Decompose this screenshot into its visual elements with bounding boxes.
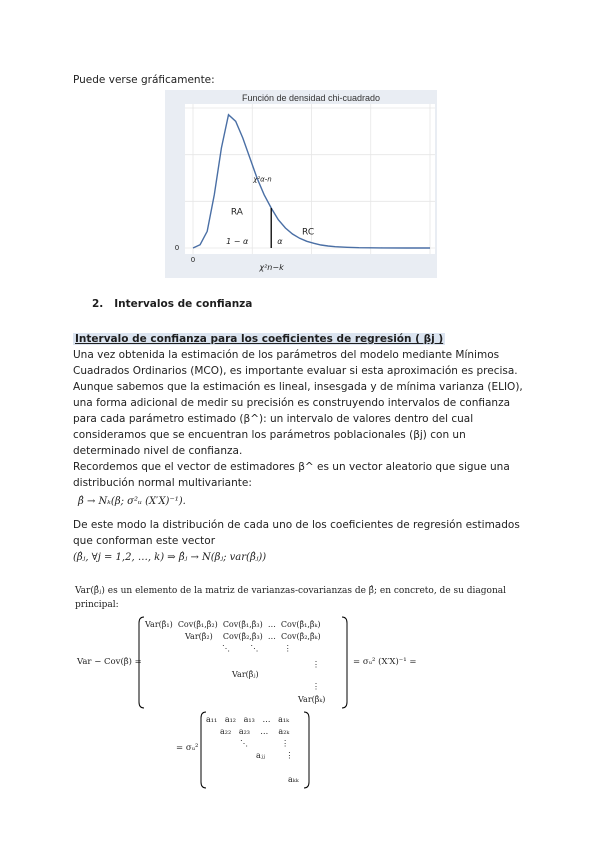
matrix1-row-7: Var(β̂ₖ) — [298, 695, 326, 704]
matrix1-row-4: ⋮ — [312, 660, 320, 669]
paragraph-2: Recordemos que el vector de estimadores β^ es un vector aleatorio que sigue una distribución normal multivariante: — [73, 461, 510, 489]
x-tick-0: 0 — [190, 256, 196, 264]
left-prob-label: 1 − α — [226, 237, 249, 246]
chart-title: Función de densidad chi-cuadrado — [241, 93, 381, 103]
matrix1-row-5: Var(β̂ⱼ) — [232, 670, 259, 679]
rc-label: RC — [302, 227, 315, 238]
y-tick-0: 0 — [174, 244, 180, 252]
matrix2-row-1: a₁₁ a₁₂ a₁₃ … a₁ₖ — [206, 715, 290, 724]
x-axis-label: χ²n−k — [259, 263, 284, 272]
matrix1-row-1: Var(β̂₁) Cov(β̂₁,β̂₂) Cov(β̂₁,β̂₃) … Cov(β̂₁,β̂ₖ) — [145, 620, 321, 629]
intro-text: Puede verse gráficamente: — [73, 74, 215, 86]
matrix1-lhs: Var − Cov(β̂) = — [77, 657, 142, 667]
paragraph-1: Una vez obtenida la estimación de los parámetros del modelo mediante Mínimos Cuadrados Ordinarios (MCO), es importante evaluar si esta aproximación es precisa. Aunque sabemos que la estimación es lineal, insesgada y de mínima varianza (ELIO), una forma adicional de medir su precisión es construyendo intervalos de confianza para cada parámetro estimado (β^): un intervalo de valores dentro del cual consideramos que se encuentran los parámetros poblacionales (βj) con un determinado nivel de confianza. — [73, 349, 523, 457]
section-title: Intervalos de confianza — [114, 298, 253, 310]
subsection-title: Intervalo de confianza para los coeficientes de regresión ( βj ) — [75, 333, 444, 345]
matrix2-lhs: = σᵤ² — [176, 743, 199, 753]
var-note: Var(β̂ⱼ) es un elemento de la matriz de varianzas-covarianzas de β̂; en concreto, de su diagonal principal: — [75, 586, 507, 610]
matrix2-row-3: ⋱ ⋮ — [240, 739, 290, 748]
formula-normal: β̂ → Nₖ(β; σ²ᵤ (X′X)⁻¹). — [78, 496, 186, 507]
paragraph-3: De este modo la distribución de cada uno de los coeficientes de regresión estimados que conforman este vector — [73, 519, 520, 547]
chi-square-chart — [165, 90, 437, 278]
ra-label: RA — [230, 207, 243, 218]
matrix1-row-2: Var(β̂₂) Cov(β̂₂,β̂₃) … Cov(β̂₂,β̂ₖ) — [185, 632, 321, 641]
matrix2-row-4: aⱼⱼ ⋮ — [256, 751, 294, 760]
matrix1-row-3: ⋱ ⋱ ⋮ — [222, 644, 292, 653]
matrix2-row-5: aₖₖ — [288, 775, 299, 784]
formula-beta-j: (β̂ⱼ, ∀j = 1,2, …, k) ⇒ β̂ⱼ → N(βⱼ; var(β̂ⱼ)) — [73, 552, 267, 563]
matrix1-rhs: = σᵤ² (X′X)⁻¹ = — [353, 657, 417, 667]
matrix1-row-6: ⋮ — [312, 682, 320, 691]
section-heading — [92, 298, 252, 310]
matrix2-row-2: a₂₂ a₂₃ … a₂ₖ — [220, 727, 290, 736]
section-number: 2. — [92, 298, 104, 310]
critical-label: χ²α-n — [253, 175, 272, 184]
right-prob-label: α — [277, 237, 283, 246]
